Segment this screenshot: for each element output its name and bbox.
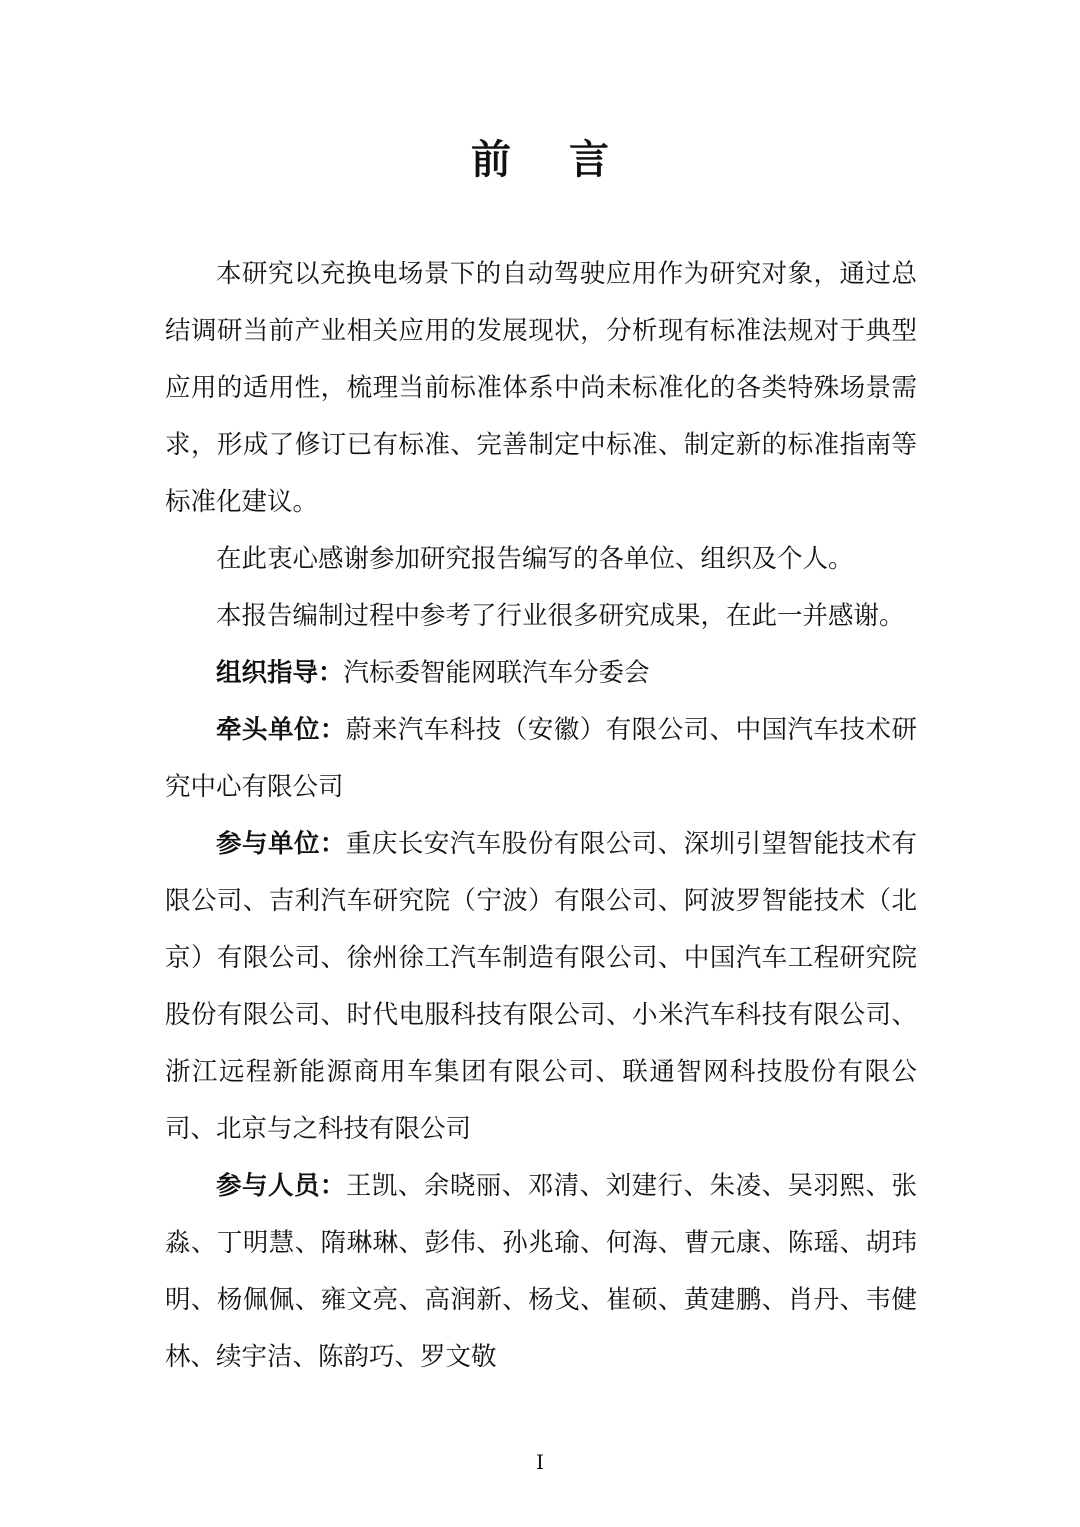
- lead-units-label: 牵头单位：: [216, 715, 346, 745]
- thanks-paragraph: 在此衷心感谢参加研究报告编写的各单位、组织及个人。: [216, 544, 854, 574]
- participating-units-content: 重庆长安汽车股份有限公司、深圳引望智能技术有限公司、吉利汽车研究院（宁波）有限公司、阿波罗智能技术（北京）有限公司、徐州徐工汽车制造有限公司、中国汽车工程研究院股份有限公司、时代电服科技有限公司、小米汽车科技有限公司、浙江远程新能源商用车集团有限公司、联通智网科技股份有限公司、北京与之科技有限公司: [165, 829, 917, 1144]
- participating-units-section: [165, 816, 917, 1158]
- references-paragraph: 本报告编制过程中参考了行业很多研究成果，在此一并感谢。: [216, 601, 905, 631]
- document-body: [165, 246, 917, 1386]
- guidance-label: 组织指导：: [216, 658, 344, 688]
- guidance-content: 汽标委智能网联汽车分委会: [343, 658, 650, 688]
- guidance-section: [165, 645, 917, 702]
- participants-content: 王凯、余晓丽、邓清、刘建行、朱凌、吴羽熙、张淼、丁明慧、隋琳琳、彭伟、孙兆瑜、何海、曹元康、陈瑶、胡玮明、杨佩佩、雍文亮、高润新、杨戈、崔硕、黄建鹏、肖丹、韦健林、续宇洁、陈韵巧、罗文敬: [165, 1171, 917, 1372]
- lead-units-section: [165, 702, 917, 816]
- page-number: I: [536, 1450, 544, 1474]
- participants-label: 参与人员：: [216, 1171, 346, 1201]
- lead-units-content: 蔚来汽车科技（安徽）有限公司、中国汽车技术研究中心有限公司: [165, 715, 917, 802]
- intro-paragraph: 本研究以充换电场景下的自动驾驶应用作为研究对象，通过总结调研当前产业相关应用的发展现状，分析现有标准法规对于典型应用的适用性，梳理当前标准体系中尚未标准化的各类特殊场景需求，形成了修订已有标准、完善制定中标准、制定新的标准指南等标准化建议。: [165, 259, 917, 517]
- page-title: 前 言: [471, 137, 631, 183]
- participants-section: [165, 1158, 917, 1386]
- participating-units-label: 参与单位：: [216, 829, 346, 859]
